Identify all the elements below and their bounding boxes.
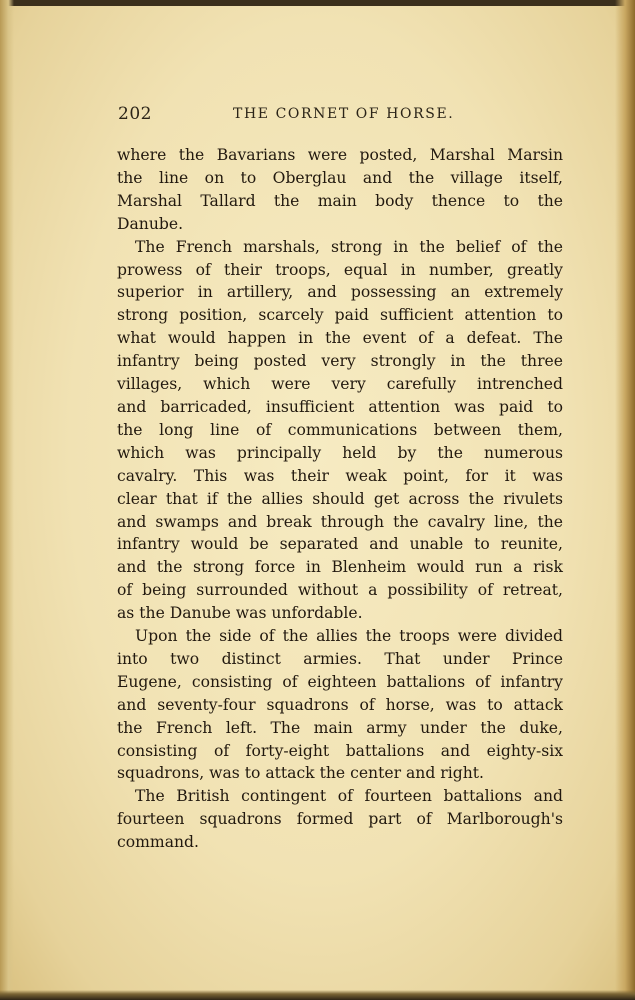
text-line: the line on to Oberglau and the village itself, [117,168,563,187]
page-header [118,104,564,130]
text-line: fourteen squadrons formed part of Marlborough's [117,810,563,829]
text-line: consisting of forty-eight battalions and eighty-six [117,741,563,760]
running-head: THE CORNET OF HORSE. [233,106,455,122]
text-line: villages, which were very carefully intrenched [117,375,563,394]
text-line: and swamps and break through the cavalry line, the [117,512,563,531]
text-line: and barricaded, insufficient attention was paid to [117,397,563,416]
text-line: the French left. The main army under the duke, [117,718,563,737]
text-line: cavalry. This was their weak point, for it was [117,466,563,485]
page-left-edge [0,0,14,1000]
paragraph-1 [117,144,563,236]
page-bottom-edge [0,990,635,1000]
text-line: and seventy-four squadrons of horse, was to attack [117,695,563,714]
text-line: of being surrounded without a possibility of retreat, [117,581,563,600]
text-line: where the Bavarians were posted, Marshal Marsin [117,146,563,164]
text-line: what would happen in the event of a defeat. The [117,329,563,348]
text-line: Eugene, consisting of eighteen battalions of infantry [117,672,563,691]
paragraph-2 [117,236,563,625]
paragraph-4 [117,785,563,854]
text-line: squadrons, was to attack the center and right. [117,764,484,783]
text-line: prowess of their troops, equal in number, greatly [117,260,563,279]
text-line: The French marshals, strong in the belief of the [135,237,563,256]
page-right-edge [615,0,635,1000]
text-line: command. [117,833,199,852]
text-line: Danube. [117,214,184,233]
paragraph-3 [117,625,563,785]
text-line: the long line of communications between them, [117,420,563,439]
text-line: Upon the side of the allies the troops were divided [135,627,563,646]
page-number: 202 [118,104,152,124]
text-line: Marshal Tallard the main body thence to the [117,191,563,210]
text-line: strong position, scarcely paid sufficient attention to [117,306,563,325]
text-line: as the Danube was unfordable. [117,604,363,623]
body-text [117,144,563,854]
text-line: infantry would be separated and unable to reunite, [117,535,563,554]
text-line: into two distinct armies. That under Prince [117,649,563,668]
text-line: and the strong force in Blenheim would run a risk [117,558,563,577]
page-top-edge [0,0,635,6]
text-line: infantry being posted very strongly in the three [117,352,563,371]
text-line: which was principally held by the numerous [117,443,563,462]
text-line: The British contingent of fourteen battalions and [135,787,563,806]
text-line: superior in artillery, and possessing an extremely [117,283,563,302]
text-line: clear that if the allies should get across the rivulets [117,489,563,508]
